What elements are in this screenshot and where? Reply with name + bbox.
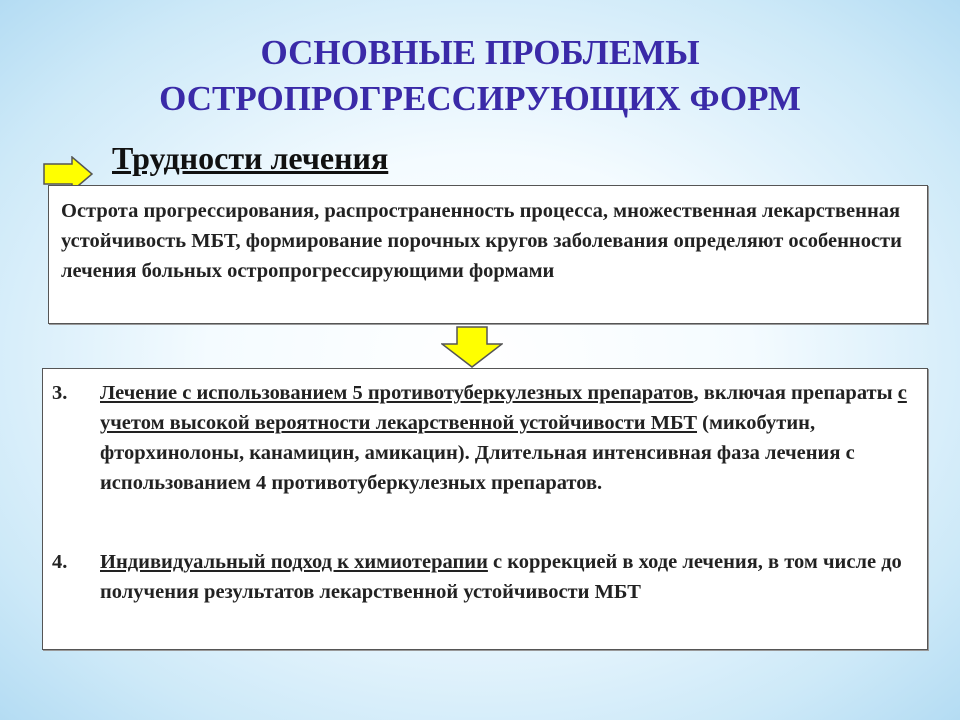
list-item-text bbox=[100, 547, 917, 607]
section-subtitle: Трудности лечения bbox=[112, 140, 389, 176]
list-item-plain-text: , включая препараты bbox=[693, 382, 898, 404]
list-item-number: 3. bbox=[52, 382, 68, 404]
list-item-underlined-text: с учетом высокой вероятности лекарственной устойчивости МБТ bbox=[100, 382, 907, 434]
arrow-down-icon bbox=[441, 326, 503, 368]
list-item bbox=[43, 547, 927, 607]
title-line-2: ОСТРОПРОГРЕССИРУЮЩИХ ФОРМ bbox=[159, 79, 801, 118]
title-line-1: ОСНОВНЫЕ ПРОБЛЕМЫ bbox=[260, 33, 700, 72]
list-item-number: 4. bbox=[52, 551, 68, 573]
list-item-plain-text: с коррекцией в ходе лечения, в том числе до получения результатов лекарственной устойчивости МБТ bbox=[100, 551, 902, 603]
list-item-underlined-text: Индивидуальный подход к химиотерапии bbox=[100, 551, 488, 573]
list-item-underlined-text: Лечение с использованием 5 противотуберкулезных препаратов bbox=[100, 382, 694, 404]
intro-box bbox=[48, 185, 928, 324]
intro-text: Острота прогрессирования, распространенность процесса, множественная лекарственная устойчивость МБТ, формирование порочных кругов заболевания определяют особенности лечения больных остропрогрессирующими формами bbox=[61, 200, 902, 282]
list-item bbox=[43, 378, 927, 498]
page-title bbox=[0, 30, 960, 122]
list-item-text bbox=[100, 378, 917, 498]
list-item-plain-text: (микобутин, фторхинолоны, канамицин, амикацин). Длительная интенсивная фаза лечения с использованием 4 противотуберкулезных препаратов. bbox=[100, 412, 855, 494]
treatment-list-box bbox=[42, 368, 928, 650]
